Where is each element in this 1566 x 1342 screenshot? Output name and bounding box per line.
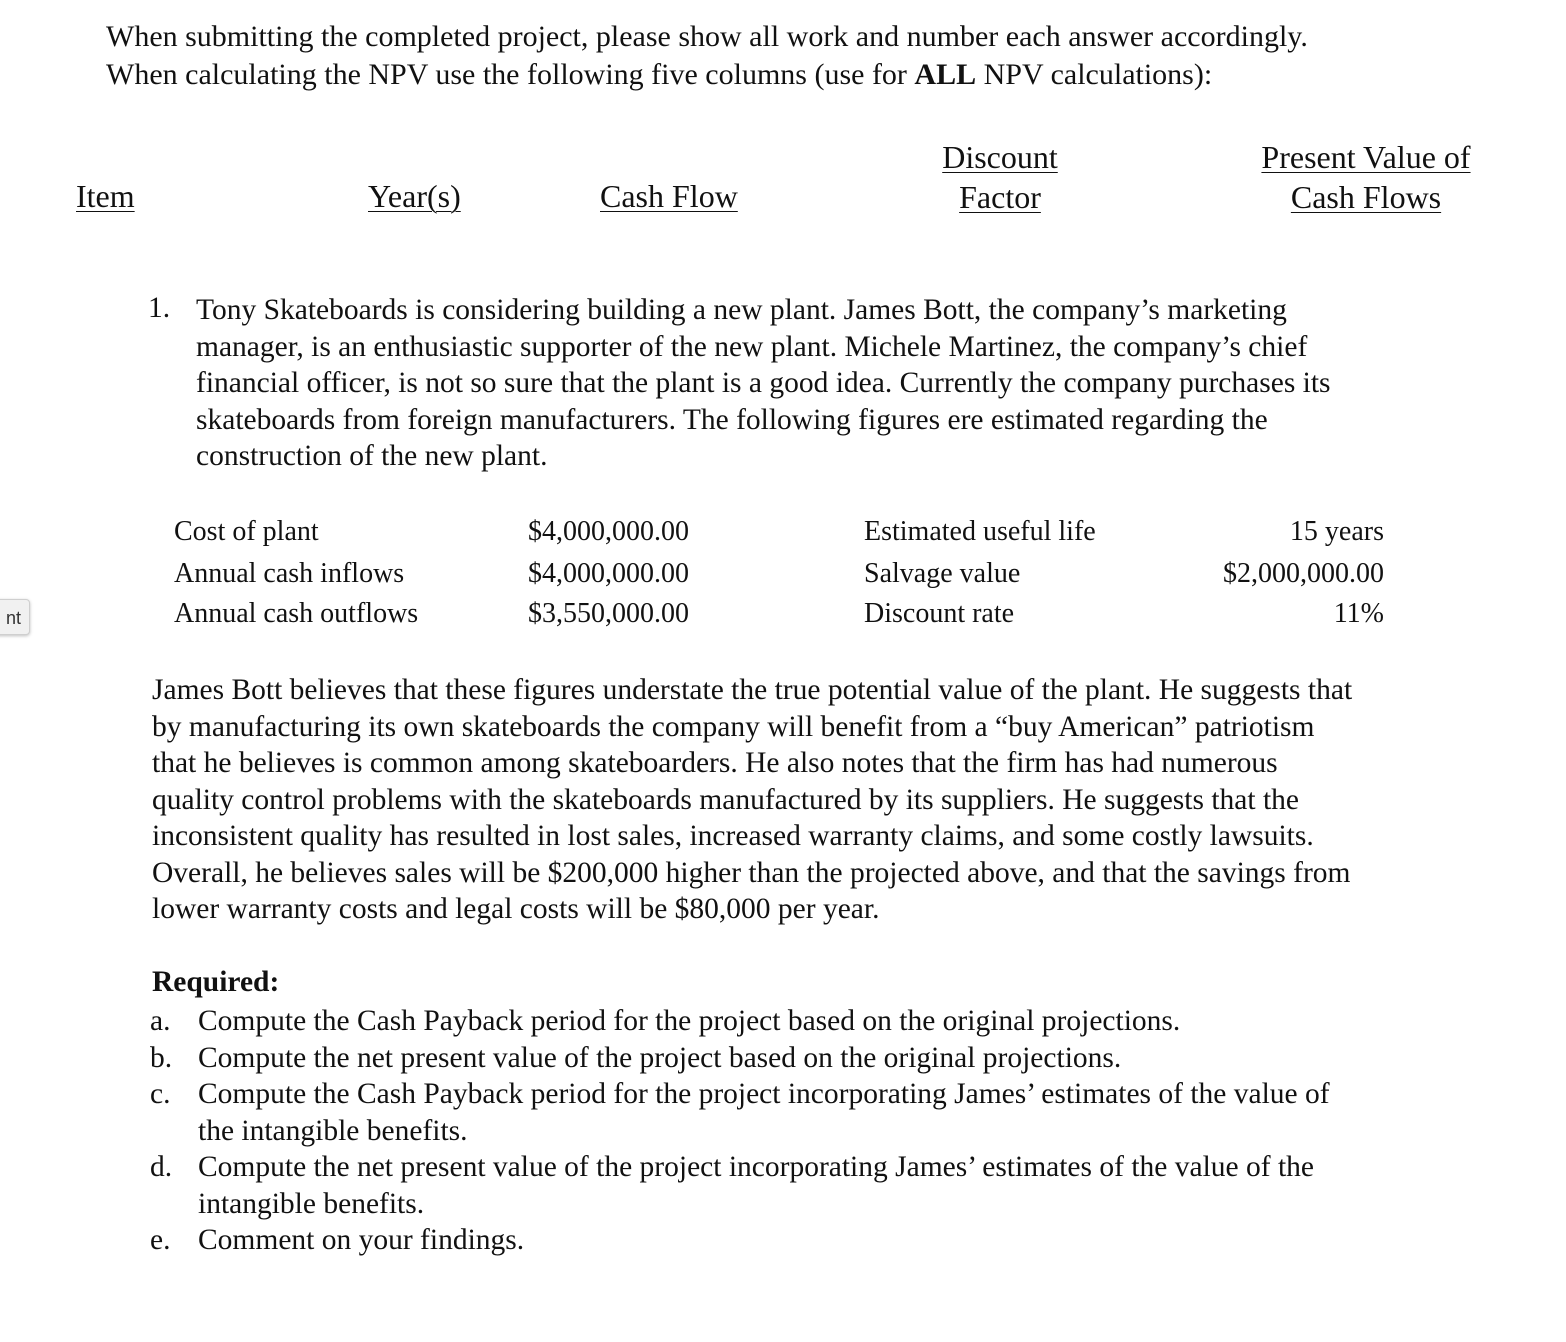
figure-label-annual-outflows: Annual cash outflows	[174, 598, 419, 629]
figure-label-annual-inflows: Annual cash inflows	[174, 558, 405, 589]
figure-label-useful-life: Estimated useful life	[864, 516, 1096, 547]
required-item: a. Compute the Cash Payback period for the project based on the original projections.	[150, 1003, 1330, 1040]
figure-label-salvage-value: Salvage value	[864, 558, 1021, 589]
james-bott-paragraph: James Bott believes that these figures understate the true potential value of the plant. He suggests that by manufacturing its own skateboards the company will benefit from a “buy American” patriotism that he believes is common among skateboarders. He also notes that the firm has had numerous quality control problems with the skateboards manufactured by its suppliers. He suggests that the inconsistent quality has resulted in lost sales, increased warranty claims, and some costly lawsuits. Overall, he believes sales will be $200,000 higher than the projected above, and that the savings from lower warranty costs and legal costs will be $80,000 per year.	[152, 674, 1353, 925]
figure-value-cost-of-plant: $4,000,000.00	[528, 516, 689, 547]
figure-value-annual-inflows: $4,000,000.00	[528, 558, 689, 589]
figure-value-annual-outflows: $3,550,000.00	[528, 598, 689, 629]
figure-value-useful-life: 15 years	[1289, 516, 1384, 547]
figure-value-discount-rate: 11%	[1333, 598, 1384, 629]
figure-label-cost-of-plant: Cost of plant	[174, 516, 319, 547]
required-list	[150, 1003, 1330, 1259]
intro-line-2: When calculating the NPV use the following five columns (use for ALL NPV calculations):	[106, 58, 1213, 91]
side-comment-tab[interactable]: nt	[0, 599, 30, 635]
required-heading: Required:	[152, 966, 280, 998]
column-years: Year(s)	[368, 178, 461, 214]
column-present-value: Present Value of Cash Flows	[1261, 139, 1471, 215]
column-item: Item	[76, 178, 135, 214]
required-item: b. Compute the net present value of the project based on the original projections.	[150, 1040, 1330, 1077]
column-discount-factor: Discount Factor	[942, 139, 1058, 215]
required-item-letter: e.	[150, 1224, 171, 1256]
required-item-letter: d.	[150, 1151, 173, 1183]
intro-line-1: When submitting the completed project, please show all work and number each answer accordingly.	[106, 20, 1308, 53]
figure-value-salvage-value: $2,000,000.00	[1223, 558, 1384, 589]
required-item: c. Compute the Cash Payback period for the project incorporating James’ estimates of the value of the intangible benefits.	[150, 1078, 1330, 1147]
figure-label-discount-rate: Discount rate	[864, 598, 1015, 629]
required-item: d. Compute the net present value of the project incorporating James’ estimates of the value of the intangible benefits.	[150, 1151, 1314, 1220]
column-cash-flow: Cash Flow	[600, 178, 738, 214]
required-item-letter: a.	[150, 1005, 171, 1037]
required-item-letter: b.	[150, 1041, 173, 1074]
required-item: e. Comment on your findings.	[150, 1222, 1330, 1259]
question-number: 1.	[148, 292, 171, 324]
question-1-text: Tony Skateboards is considering building a new plant. James Bott, the company’s marketing manager, is an enthusiastic supporter of the new plant. Michele Martinez, the company’s chief financial officer, is not so sure that the plant is a good idea. Currently the company purchases its skateboards from foreign manufacturers. The following figures ere estimated regarding the construction of the new plant.	[196, 294, 1331, 472]
required-item-letter: c.	[150, 1078, 171, 1110]
